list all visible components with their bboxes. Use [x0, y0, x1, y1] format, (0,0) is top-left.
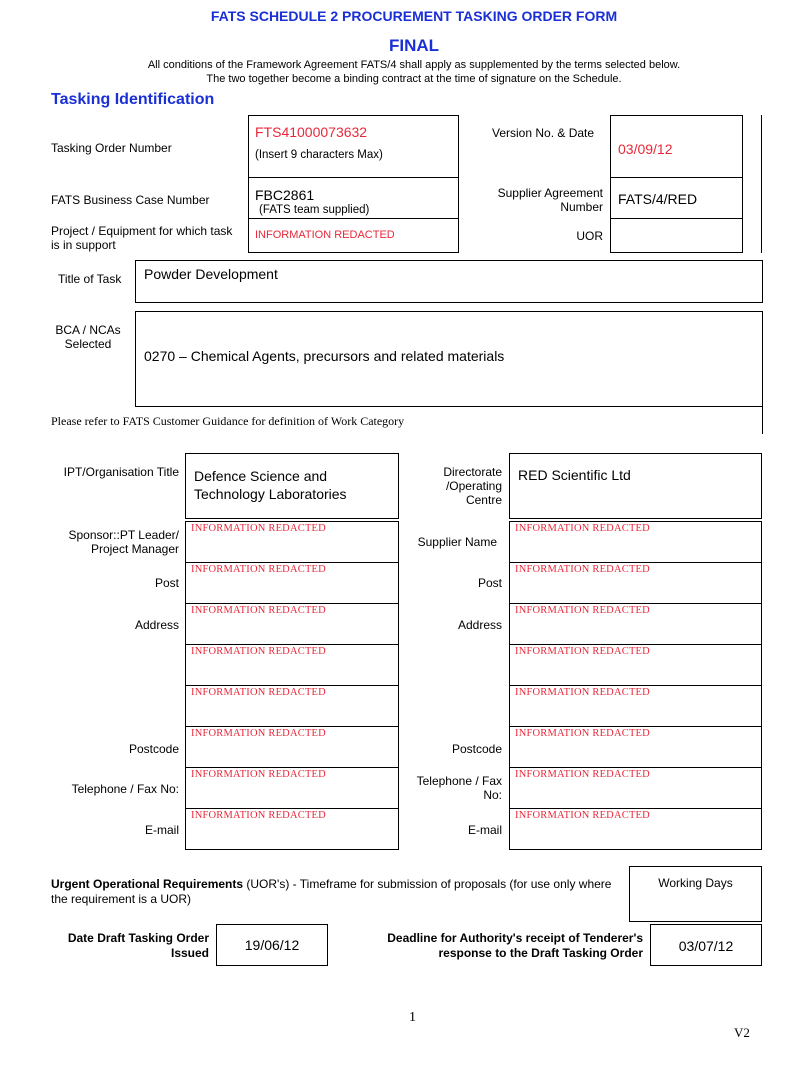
business-case-value: FBC2861: [255, 187, 315, 203]
postcode-left-field[interactable]: [185, 726, 399, 768]
address-left-value-3: INFORMATION REDACTED: [191, 687, 326, 698]
tasking-order-number-field[interactable]: [248, 115, 459, 178]
uor-field[interactable]: [610, 218, 743, 253]
supplier-name-label: Supplier Name: [417, 535, 497, 549]
address-left-label: Address: [134, 618, 179, 632]
guidance-right-line: [762, 407, 763, 434]
project-field[interactable]: [248, 218, 459, 253]
supplier-agreement-label: Supplier Agreement Number: [497, 186, 603, 214]
business-case-field[interactable]: [248, 177, 459, 219]
address-left-value-2: INFORMATION REDACTED: [191, 646, 326, 657]
tasking-order-number-label: Tasking Order Number: [51, 141, 172, 155]
version-date-field[interactable]: [610, 115, 743, 178]
postcode-left-value: INFORMATION REDACTED: [191, 728, 326, 739]
sponsor-value: INFORMATION REDACTED: [191, 523, 326, 534]
tasking-order-number-value: FTS41000073632: [255, 124, 368, 140]
draft-issued-field[interactable]: [216, 924, 328, 966]
section-heading-tasking-identification: Tasking Identification: [51, 91, 215, 108]
uor-requirements-bold: Urgent Operational Requirements: [51, 877, 244, 891]
tasking-order-number-note: (Insert 9 characters Max): [255, 149, 383, 161]
ipt-label: IPT/Organisation Title: [63, 465, 179, 479]
address-left-value-1: INFORMATION REDACTED: [191, 605, 326, 616]
bca-value: 0270 – Chemical Agents, precursors and related materials: [144, 348, 505, 364]
supplier-name-value: INFORMATION REDACTED: [515, 523, 650, 534]
email-left-value: INFORMATION REDACTED: [191, 810, 326, 821]
address-left-field-3[interactable]: [185, 685, 399, 727]
directorate-field[interactable]: [509, 453, 762, 519]
address-right-value-3: INFORMATION REDACTED: [515, 687, 650, 698]
email-right-value: INFORMATION REDACTED: [515, 810, 650, 821]
postcode-right-label: Postcode: [451, 742, 502, 756]
address-right-field-1[interactable]: [509, 603, 762, 645]
guidance-note: Please refer to FATS Customer Guidance for definition of Work Category: [51, 414, 405, 428]
deadline-label: Deadline for Authority's receipt of Tenderer's response to the Draft Tasking Order: [387, 931, 643, 960]
uor-label: UOR: [576, 229, 603, 243]
version-date-value: 03/09/12: [618, 141, 673, 157]
post-right-value: INFORMATION REDACTED: [515, 564, 650, 575]
title-of-task-label: Title of Task: [58, 272, 122, 286]
business-case-label: FATS Business Case Number: [51, 193, 210, 207]
supplier-agreement-field[interactable]: [610, 177, 743, 219]
working-days-field[interactable]: [629, 866, 762, 922]
post-right-field[interactable]: [509, 562, 762, 604]
email-right-label: E-mail: [467, 823, 502, 837]
deadline-field[interactable]: [650, 924, 762, 966]
address-right-field-3[interactable]: [509, 685, 762, 727]
address-right-value-2: INFORMATION REDACTED: [515, 646, 650, 657]
sponsor-label: Sponsor::PT Leader/ Project Manager: [68, 528, 179, 556]
post-left-label: Post: [154, 576, 179, 590]
post-left-value: INFORMATION REDACTED: [191, 564, 326, 575]
bca-field[interactable]: [135, 311, 763, 407]
postcode-left-label: Postcode: [128, 742, 179, 756]
telephone-left-label: Telephone / Fax No:: [71, 782, 179, 796]
right-border-line: [761, 115, 762, 253]
title-of-task-value: Powder Development: [144, 266, 278, 282]
version-label: Version No. & Date: [492, 126, 595, 140]
address-right-field-2[interactable]: [509, 644, 762, 686]
address-right-value-1: INFORMATION REDACTED: [515, 605, 650, 616]
bca-label: BCA / NCAs Selected: [55, 323, 121, 351]
document-version: V2: [734, 1025, 750, 1040]
address-left-field-1[interactable]: [185, 603, 399, 645]
post-left-field[interactable]: [185, 562, 399, 604]
draft-issued-value: 19/06/12: [244, 937, 300, 953]
telephone-left-value: INFORMATION REDACTED: [191, 769, 326, 780]
directorate-label: Directorate /Operating Centre: [443, 465, 502, 507]
form-title: FATS SCHEDULE 2 PROCUREMENT TASKING ORDER FORM: [210, 8, 618, 24]
intro-line-1: All conditions of the Framework Agreement FATS/4 shall apply as supplemented by the terms selected below.: [147, 59, 681, 71]
sponsor-field[interactable]: [185, 521, 399, 563]
postcode-right-field[interactable]: [509, 726, 762, 768]
project-value: INFORMATION REDACTED: [255, 229, 395, 241]
email-left-field[interactable]: [185, 808, 399, 850]
telephone-right-label: Telephone / Fax No:: [416, 774, 502, 802]
deadline-value: 03/07/12: [678, 938, 734, 954]
form-status: FINAL: [388, 36, 440, 55]
email-left-label: E-mail: [144, 823, 179, 837]
intro-line-2: The two together become a binding contract at the time of signature on the Schedule.: [206, 73, 622, 85]
page-number: 1: [409, 1010, 416, 1025]
ipt-value: Defence Science and Technology Laboratories: [194, 468, 347, 502]
ipt-field[interactable]: [185, 453, 399, 519]
draft-issued-label: Date Draft Tasking Order Issued: [67, 931, 209, 960]
uor-requirements-rest: (UOR's) - Timeframe for submission of proposals (for use only where the requirement is a UOR): [51, 877, 612, 906]
directorate-value: RED Scientific Ltd: [518, 467, 631, 483]
telephone-left-field[interactable]: [185, 767, 399, 809]
email-right-field[interactable]: [509, 808, 762, 850]
project-label: Project / Equipment for which task is in support: [51, 224, 233, 252]
supplier-name-field[interactable]: [509, 521, 762, 563]
telephone-right-field[interactable]: [509, 767, 762, 809]
postcode-right-value: INFORMATION REDACTED: [515, 728, 650, 739]
business-case-note: (FATS team supplied): [259, 204, 370, 216]
telephone-right-value: INFORMATION REDACTED: [515, 769, 650, 780]
address-right-label: Address: [457, 618, 502, 632]
title-of-task-field[interactable]: [135, 260, 763, 303]
uor-requirements-text: [51, 877, 621, 907]
working-days-label: Working Days: [658, 876, 733, 890]
post-right-label: Post: [477, 576, 502, 590]
supplier-agreement-value: FATS/4/RED: [618, 191, 698, 207]
address-left-field-2[interactable]: [185, 644, 399, 686]
